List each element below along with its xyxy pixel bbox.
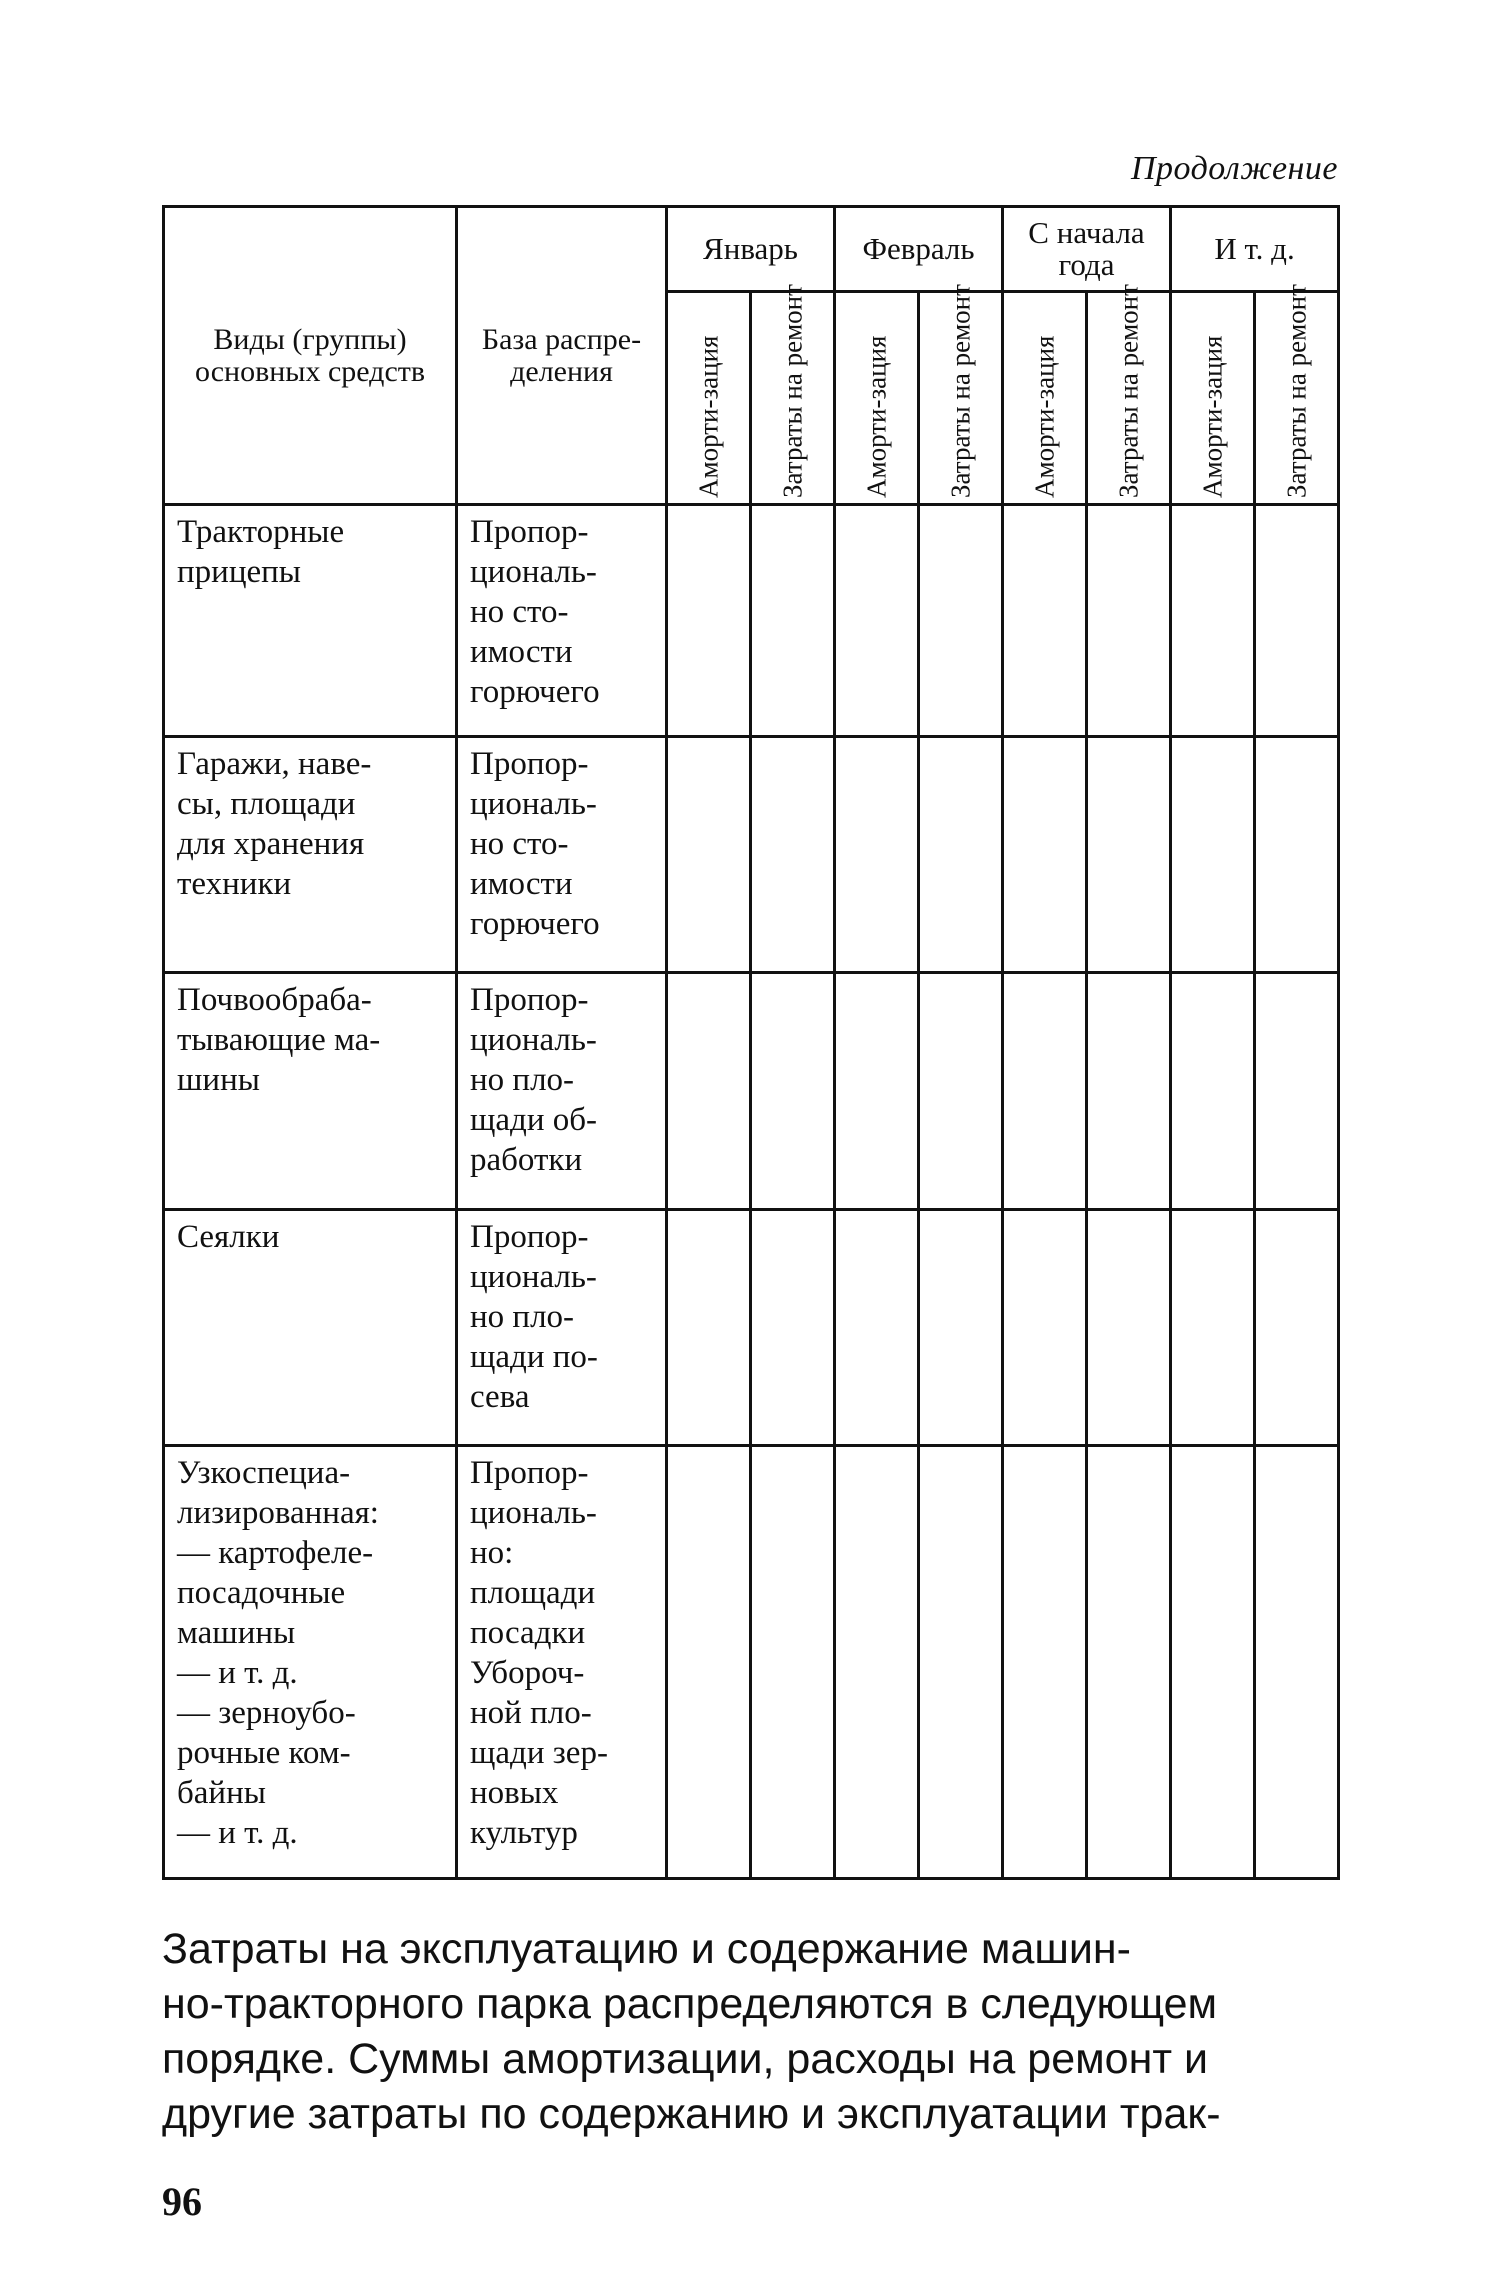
empty-cell: [835, 737, 919, 973]
asset-kind-cell: Узкоспециа- лизированная: — картофеле- посадочные машины — и т. д. — зерноубо- рочные ком- байны — и т. д.: [164, 1446, 457, 1879]
empty-cell: [751, 1210, 835, 1446]
empty-cell: [835, 1446, 919, 1879]
empty-cell: [1255, 1446, 1339, 1879]
empty-cell: [919, 1210, 1003, 1446]
subheader-depreciation: Аморти-зация: [1003, 292, 1087, 505]
empty-cell: [835, 505, 919, 737]
empty-cell: [919, 505, 1003, 737]
empty-cell: [1087, 505, 1171, 737]
empty-cell: [667, 1446, 751, 1879]
header-month-february: Февраль: [835, 207, 1003, 292]
empty-cell: [835, 973, 919, 1210]
empty-cell: [751, 505, 835, 737]
body-paragraph: [162, 1922, 1337, 2142]
table-row: [164, 505, 1339, 737]
subheader-repair-costs: Затраты на ремонт: [919, 292, 1003, 505]
empty-cell: [667, 505, 751, 737]
header-asset-kinds: Виды (группы) основных средств: [164, 207, 457, 505]
table-row: [164, 973, 1339, 1210]
empty-cell: [1171, 1210, 1255, 1446]
continuation-label: Продолжение: [1130, 150, 1338, 187]
paragraph-line: Затраты на эксплуатацию и содержание машин-: [162, 1925, 1131, 1973]
subheader-repair-costs: Затраты на ремонт: [1087, 292, 1171, 505]
subheader-depreciation: Аморти-зация: [1171, 292, 1255, 505]
empty-cell: [1255, 1210, 1339, 1446]
empty-cell: [1171, 973, 1255, 1210]
table-row: [164, 737, 1339, 973]
empty-cell: [919, 737, 1003, 973]
empty-cell: [1171, 1446, 1255, 1879]
empty-cell: [919, 1446, 1003, 1879]
empty-cell: [1003, 973, 1087, 1210]
paragraph-line: другие затраты по содержанию и эксплуатации трак-: [162, 2090, 1221, 2138]
empty-cell: [751, 973, 835, 1210]
asset-kind-cell: Сеялки: [164, 1210, 457, 1446]
allocation-base-cell: Пропор- циональ- но пло- щади об- работки: [457, 973, 667, 1210]
empty-cell: [919, 973, 1003, 1210]
table-row: [164, 1446, 1339, 1879]
allocation-base-cell: Пропор- циональ- но сто- имости горючего: [457, 505, 667, 737]
empty-cell: [751, 1446, 835, 1879]
empty-cell: [1003, 505, 1087, 737]
empty-cell: [1255, 505, 1339, 737]
header-year-to-date: С начала года: [1003, 207, 1171, 292]
empty-cell: [1255, 973, 1339, 1210]
subheader-repair-costs: Затраты на ремонт: [751, 292, 835, 505]
empty-cell: [1003, 1446, 1087, 1879]
empty-cell: [1087, 737, 1171, 973]
asset-kind-cell: Гаражи, наве- сы, площади для хранения техники: [164, 737, 457, 973]
page-number: 96: [162, 2179, 202, 2224]
allocation-base-cell: Пропор- циональ- но: площади посадки Убороч- ной пло- щади зер- новых культур: [457, 1446, 667, 1879]
empty-cell: [1255, 737, 1339, 973]
empty-cell: [667, 737, 751, 973]
empty-cell: [835, 1210, 919, 1446]
subheader-repair-costs: Затраты на ремонт: [1255, 292, 1339, 505]
table-row: [164, 1210, 1339, 1446]
empty-cell: [1087, 1210, 1171, 1446]
header-allocation-base: База распре-деления: [457, 207, 667, 505]
empty-cell: [667, 1210, 751, 1446]
empty-cell: [1171, 737, 1255, 973]
paragraph-line: но-тракторного парка распределяются в следующем: [162, 1980, 1218, 2028]
empty-cell: [667, 973, 751, 1210]
asset-kind-cell: Почвообраба- тывающие ма- шины: [164, 973, 457, 1210]
subheader-depreciation: Аморти-зация: [835, 292, 919, 505]
empty-cell: [1003, 737, 1087, 973]
allocation-base-cell: Пропор- циональ- но сто- имости горючего: [457, 737, 667, 973]
empty-cell: [751, 737, 835, 973]
paragraph-line: порядке. Суммы амортизации, расходы на ремонт и: [162, 2035, 1209, 2083]
empty-cell: [1003, 1210, 1087, 1446]
header-etc: И т. д.: [1171, 207, 1339, 292]
subheader-depreciation: Аморти-зация: [667, 292, 751, 505]
asset-kind-cell: Тракторные прицепы: [164, 505, 457, 737]
allocation-base-cell: Пропор- циональ- но пло- щади по- сева: [457, 1210, 667, 1446]
cost-allocation-table: [162, 205, 1340, 1880]
header-month-january: Январь: [667, 207, 835, 292]
empty-cell: [1087, 1446, 1171, 1879]
empty-cell: [1087, 973, 1171, 1210]
empty-cell: [1171, 505, 1255, 737]
